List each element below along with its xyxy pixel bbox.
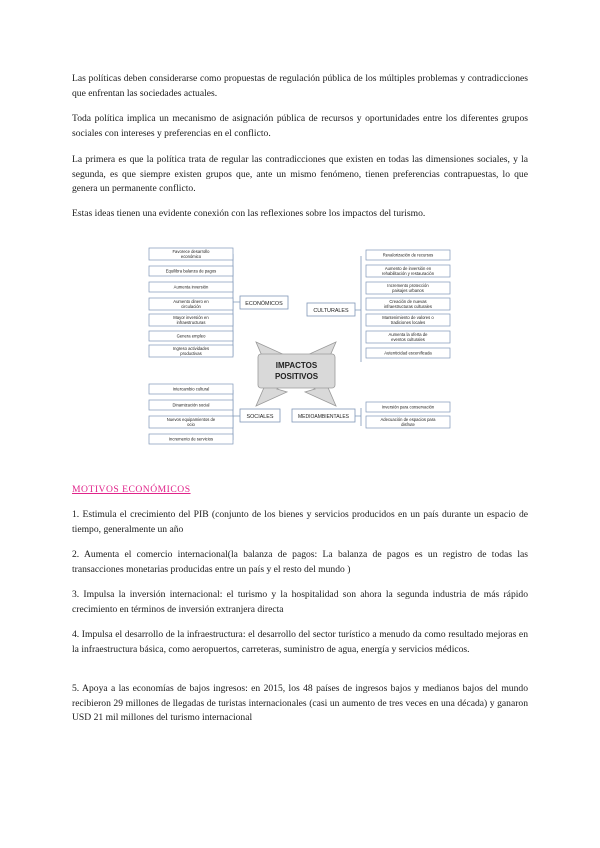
intro-paragraph-3: La primera es que la política trata de regular las contradicciones que existen en todas las dimensiones sociales, y la segunda, es que siempre existen grupos que, ante un mismo fenómeno, tienen preferencias contrapuestas, lo que genera un permanente conflicto.	[72, 154, 528, 194]
sociales-item-3-line-2: ocio	[187, 422, 195, 427]
culturales-item-3-line-2: paisajes urbanos	[392, 288, 424, 293]
motivo-1: 1. Estimula el crecimiento del PIB (conjunto de los bienes y servicios producidos en un país durante un espacio de tiempo, generalmente un año	[72, 509, 528, 535]
medioambientales-item-2-line-1: Adecuación de espacios para	[380, 417, 436, 422]
economicos-item-4-line-2: circulación	[181, 304, 201, 309]
culturales-item-3-line-1: Incremento protección	[387, 283, 429, 288]
center-label-line2: POSITIVOS	[274, 372, 319, 381]
economicos-item-7-line-1: Ingreso actividades	[172, 346, 210, 351]
sociales-items	[149, 384, 233, 444]
sociales-item-2-line-1: Dinamización social	[172, 402, 210, 408]
center-label-line1: IMPACTOS	[275, 361, 318, 370]
culturales-item-1-line-1: Revalorización de recursos	[382, 252, 434, 258]
motivo-3: 3. Impulsa la inversión internacional: el turismo y la hospitalidad son ahora la segunda industria de más rápido crecimiento en términos de inversión extranjera directa	[72, 589, 528, 615]
culturales-item-5-line-2: tradiciones locales	[390, 320, 426, 325]
sociales-item-3-line-1: Nuevos equipamientos de	[166, 417, 216, 422]
economicos-item-1-line-1: Favorece desarrollo	[172, 249, 210, 254]
economicos-item-7-line-2: productivas	[180, 351, 202, 356]
section-title-motivos: MOTIVOS ECONÓMICOS	[72, 484, 191, 495]
motivo-2: 2. Aumenta el comercio internacional(la balanza de pagos: La balanza de pagos es un registro de todas las transacciones monetarias producidas entre un país y el resto del mundo )	[72, 549, 528, 575]
culturales-item-4-line-1: Creación de nuevas	[389, 299, 427, 304]
culturales-item-4-line-2: infraestructuras culturales	[384, 304, 432, 309]
economicos-item-6-line-1: Genera empleo	[176, 333, 206, 339]
economicos-item-3-line-1: Aumenta inversión	[173, 284, 209, 290]
sociales-item-4-line-1: Incremento de servicios	[168, 436, 214, 442]
culturales-item-2-line-1: Aumento de inversión en	[384, 266, 432, 271]
economicos-item-5-line-1: Mayor inversión en	[173, 315, 209, 320]
culturales-item-7-line-1: Autenticidad escenificada	[384, 350, 432, 356]
intro-paragraph-4: Estas ideas tienen una evidente conexión con las reflexiones sobre los impactos del turismo.	[72, 208, 426, 219]
intro-paragraph-1: Las políticas deben considerarse como propuestas de regulación pública de los múltiples problemas y contradicciones que enfrentan las sociedades actuales.	[72, 73, 528, 99]
medioambientales-items	[366, 402, 450, 428]
intro-paragraph-2: Toda política implica un mecanismo de asignación pública de recursos y oportunidades entre los diferentes grupos sociales con intereses y preferencias en el conflicto.	[72, 113, 528, 139]
category-economicos: ECONÓMICOS	[245, 301, 283, 307]
economicos-item-4-line-1: Aumento dinero en	[173, 299, 209, 304]
economicos-items	[149, 248, 233, 357]
impacts-diagram	[145, 244, 467, 454]
culturales-item-6-line-1: Aumenta la oferta de	[388, 332, 428, 337]
culturales-item-2-line-2: rehabilitación y restauración	[381, 271, 435, 276]
economicos-item-5-line-2: infraestructuras	[176, 320, 206, 325]
economicos-item-1-line-2: económico	[180, 254, 202, 259]
motivo-5: 5. Apoya a las economías de bajos ingresos: en 2015, los 48 países de ingresos bajos y medianos bajos del mundo recibieron 29 millones de llegadas de turistas internacionales (casi un aumento de tres veces en una década) y ganaron USD 21 mil millones del turismo internacional	[72, 683, 528, 723]
medioambientales-item-1-line-1: Inversión para conservación	[381, 404, 435, 410]
culturales-item-6-line-2: eventos culturales	[391, 337, 425, 342]
category-sociales: SOCIALES	[246, 414, 274, 420]
culturales-items	[366, 250, 450, 358]
sociales-item-1-line-1: Intercambio cultural	[172, 386, 210, 392]
economicos-item-2-line-1: Equilibra balanza de pagos	[165, 268, 217, 274]
medioambientales-item-2-line-2: disfrute	[401, 422, 415, 427]
motivo-4: 4. Impulsa el desarrollo de la infraestructura: el desarrollo del sector turístico a menudo da como resultado mejoras en la infraestructura básica, como aeropuertos, carreteras, suministro de agua, energía y servicios médicos.	[72, 629, 528, 655]
culturales-item-5-line-1: Mantenimiento de valores o	[382, 315, 434, 320]
category-culturales: CULTURALES	[313, 308, 349, 314]
category-medioambientales: MEDIOAMBIENTALES	[297, 414, 350, 420]
